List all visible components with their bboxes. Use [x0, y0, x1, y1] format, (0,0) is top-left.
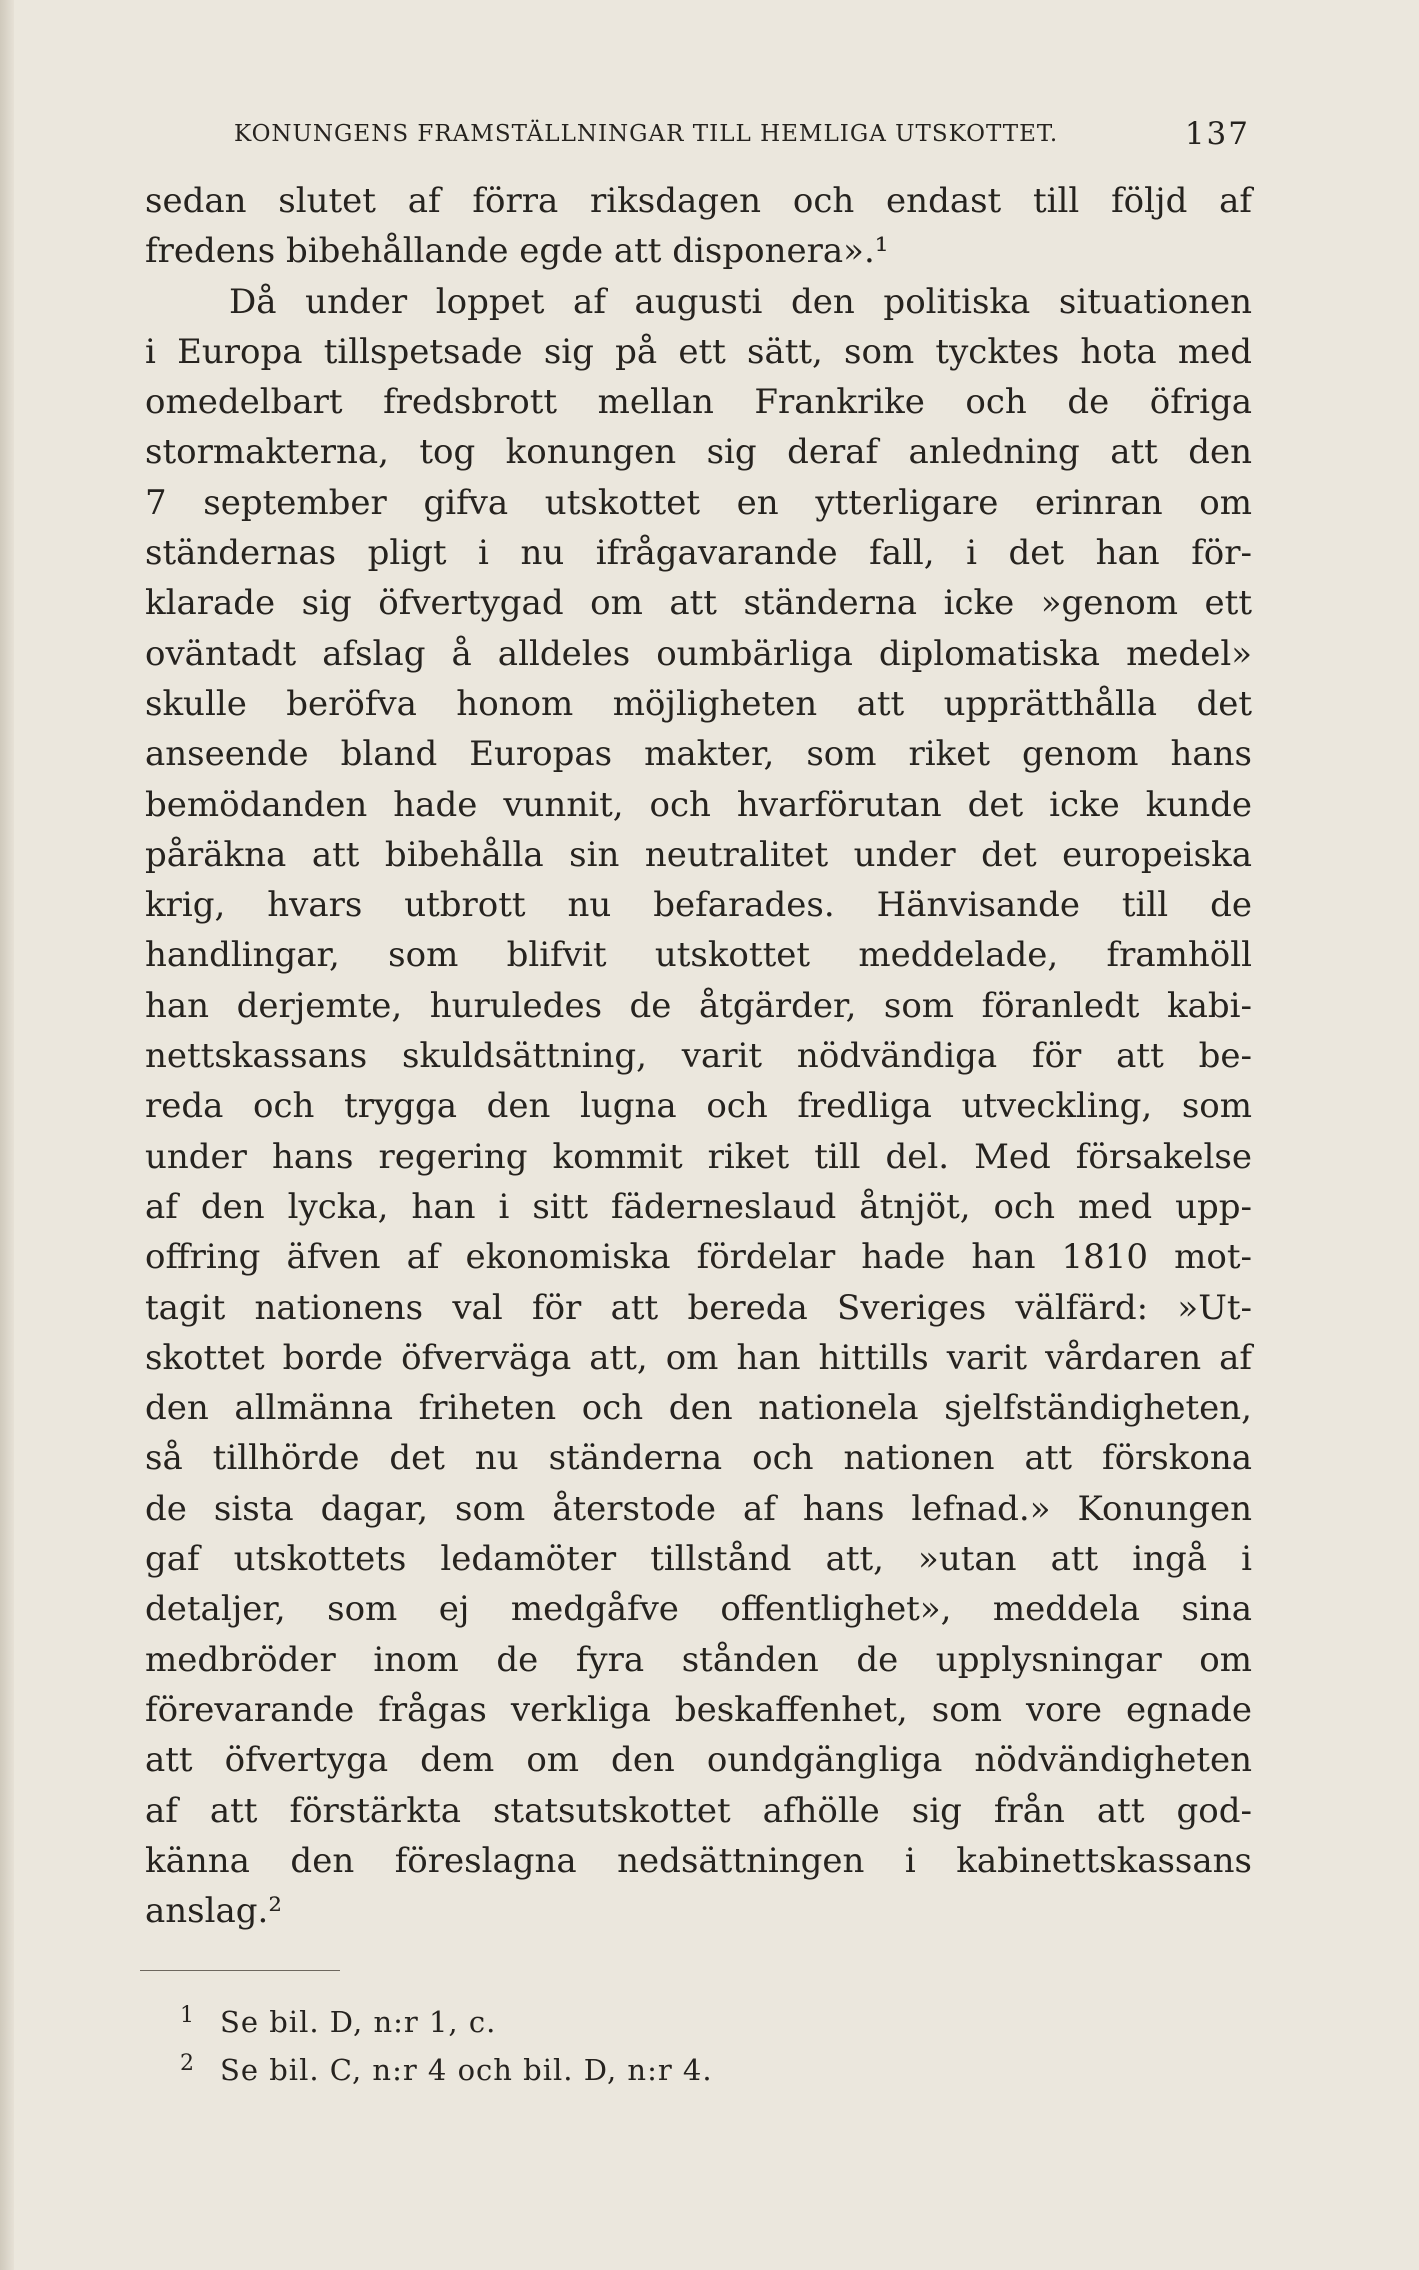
text-line: reda och trygga den lugna och fredliga utveckling, som: [145, 1086, 1252, 1127]
footnote: [180, 1998, 886, 2046]
text-line: den allmänna friheten och den nationela sjelfständigheten,: [145, 1388, 1252, 1429]
text-line: anseende bland Europas makter, som riket genom hans: [145, 734, 1252, 775]
text-line: 7 september gifva utskottet en ytterligare erinran om: [145, 482, 1252, 523]
text-line: medbröder inom de fyra stånden de upplysningar om: [145, 1639, 1252, 1680]
text-line: så tillhörde det nu ständerna och nationen att förskona: [145, 1438, 1252, 1479]
text-line: stormakterna, tog konungen sig deraf anledning att den: [145, 432, 1252, 473]
text-line: gaf utskottets ledamöter tillstånd att, »utan att ingå i: [145, 1539, 1252, 1580]
text-line: skulle beröfva honom möjligheten att upprätthålla det: [145, 683, 1252, 724]
text-line: i Europa tillspetsade sig på ett sätt, som tycktes hota med: [145, 331, 1252, 372]
text-line: anslag.²: [145, 1891, 282, 1932]
text-line: nettskassans skuldsättning, varit nödvändiga för att be-: [145, 1036, 1252, 1077]
footnote-mark: 2: [180, 2051, 195, 2076]
page-edge-shadow: [0, 0, 14, 2270]
text-line: handlingar, som blifvit utskottet meddelade, framhöll: [145, 935, 1252, 976]
text-line: ständernas pligt i nu ifrågavarande fall, i det han för-: [145, 533, 1252, 574]
text-line: skottet borde öfverväga att, om han hittills varit vårdaren af: [145, 1337, 1252, 1378]
footnote-divider: [140, 1970, 340, 1971]
footnote: [180, 2046, 886, 2094]
text-line: af den lycka, han i sitt fäderneslaud åtnjöt, och med upp-: [145, 1186, 1252, 1227]
page-number: 137: [1184, 116, 1250, 152]
footnotes: [180, 1998, 886, 2094]
text-line: oväntadt afslag å alldeles oumbärliga diplomatiska medel»: [145, 633, 1252, 674]
running-head: [234, 112, 1250, 156]
text-line: fredens bibehållande egde att disponera».¹: [145, 231, 889, 272]
text-line: att öfvertyga dem om den oundgängliga nödvändigheten: [145, 1740, 1252, 1781]
text-line: detaljer, som ej medgåfve offentlighet», meddela sina: [145, 1589, 1252, 1630]
text-line: de sista dagar, som återstode af hans lefnad.» Konungen: [145, 1488, 1252, 1529]
text-line: sedan slutet af förra riksdagen och endast till följd af: [145, 181, 1252, 221]
text-line: tagit nationens val för att bereda Sveriges välfärd: »Ut-: [145, 1287, 1252, 1328]
text-line: offring äfven af ekonomiska fördelar hade han 1810 mot-: [145, 1237, 1252, 1278]
text-line: känna den föreslagna nedsättningen i kabinettskassans: [145, 1840, 1252, 1881]
footnote-mark: 1: [180, 2003, 195, 2028]
text-line: under hans regering kommit riket till del. Med försakelse: [145, 1136, 1252, 1177]
footnote-text: Se bil. C, n:r 4 och bil. D, n:r 4.: [220, 2053, 713, 2087]
text-line: af att förstärkta statsutskottet afhölle sig från att god-: [145, 1790, 1252, 1831]
running-head-title: KONUNGENS FRAMSTÄLLNINGAR TILL HEMLIGA UTSKOTTET.: [234, 121, 1059, 147]
text-line: krig, hvars utbrott nu befarades. Hänvisande till de: [145, 885, 1252, 926]
text-line: förevarande frågas verkliga beskaffenhet, som vore egnade: [145, 1689, 1252, 1730]
text-line: klarade sig öfvertygad om att ständerna icke »genom ett: [145, 583, 1252, 624]
footnote-text: Se bil. D, n:r 1, c.: [220, 2005, 497, 2039]
text-line: bemödanden hade vunnit, och hvarförutan det icke kunde: [145, 784, 1252, 825]
text-line: Då under loppet af augusti den politiska situationen: [229, 281, 1252, 322]
text-line: påräkna att bibehålla sin neutralitet under det europeiska: [145, 834, 1252, 875]
text-line: han derjemte, huruledes de åtgärder, som föranledt kabi-: [145, 985, 1252, 1026]
text-line: omedelbart fredsbrott mellan Frankrike och de öfriga: [145, 382, 1252, 423]
body-text: [145, 176, 1252, 1936]
